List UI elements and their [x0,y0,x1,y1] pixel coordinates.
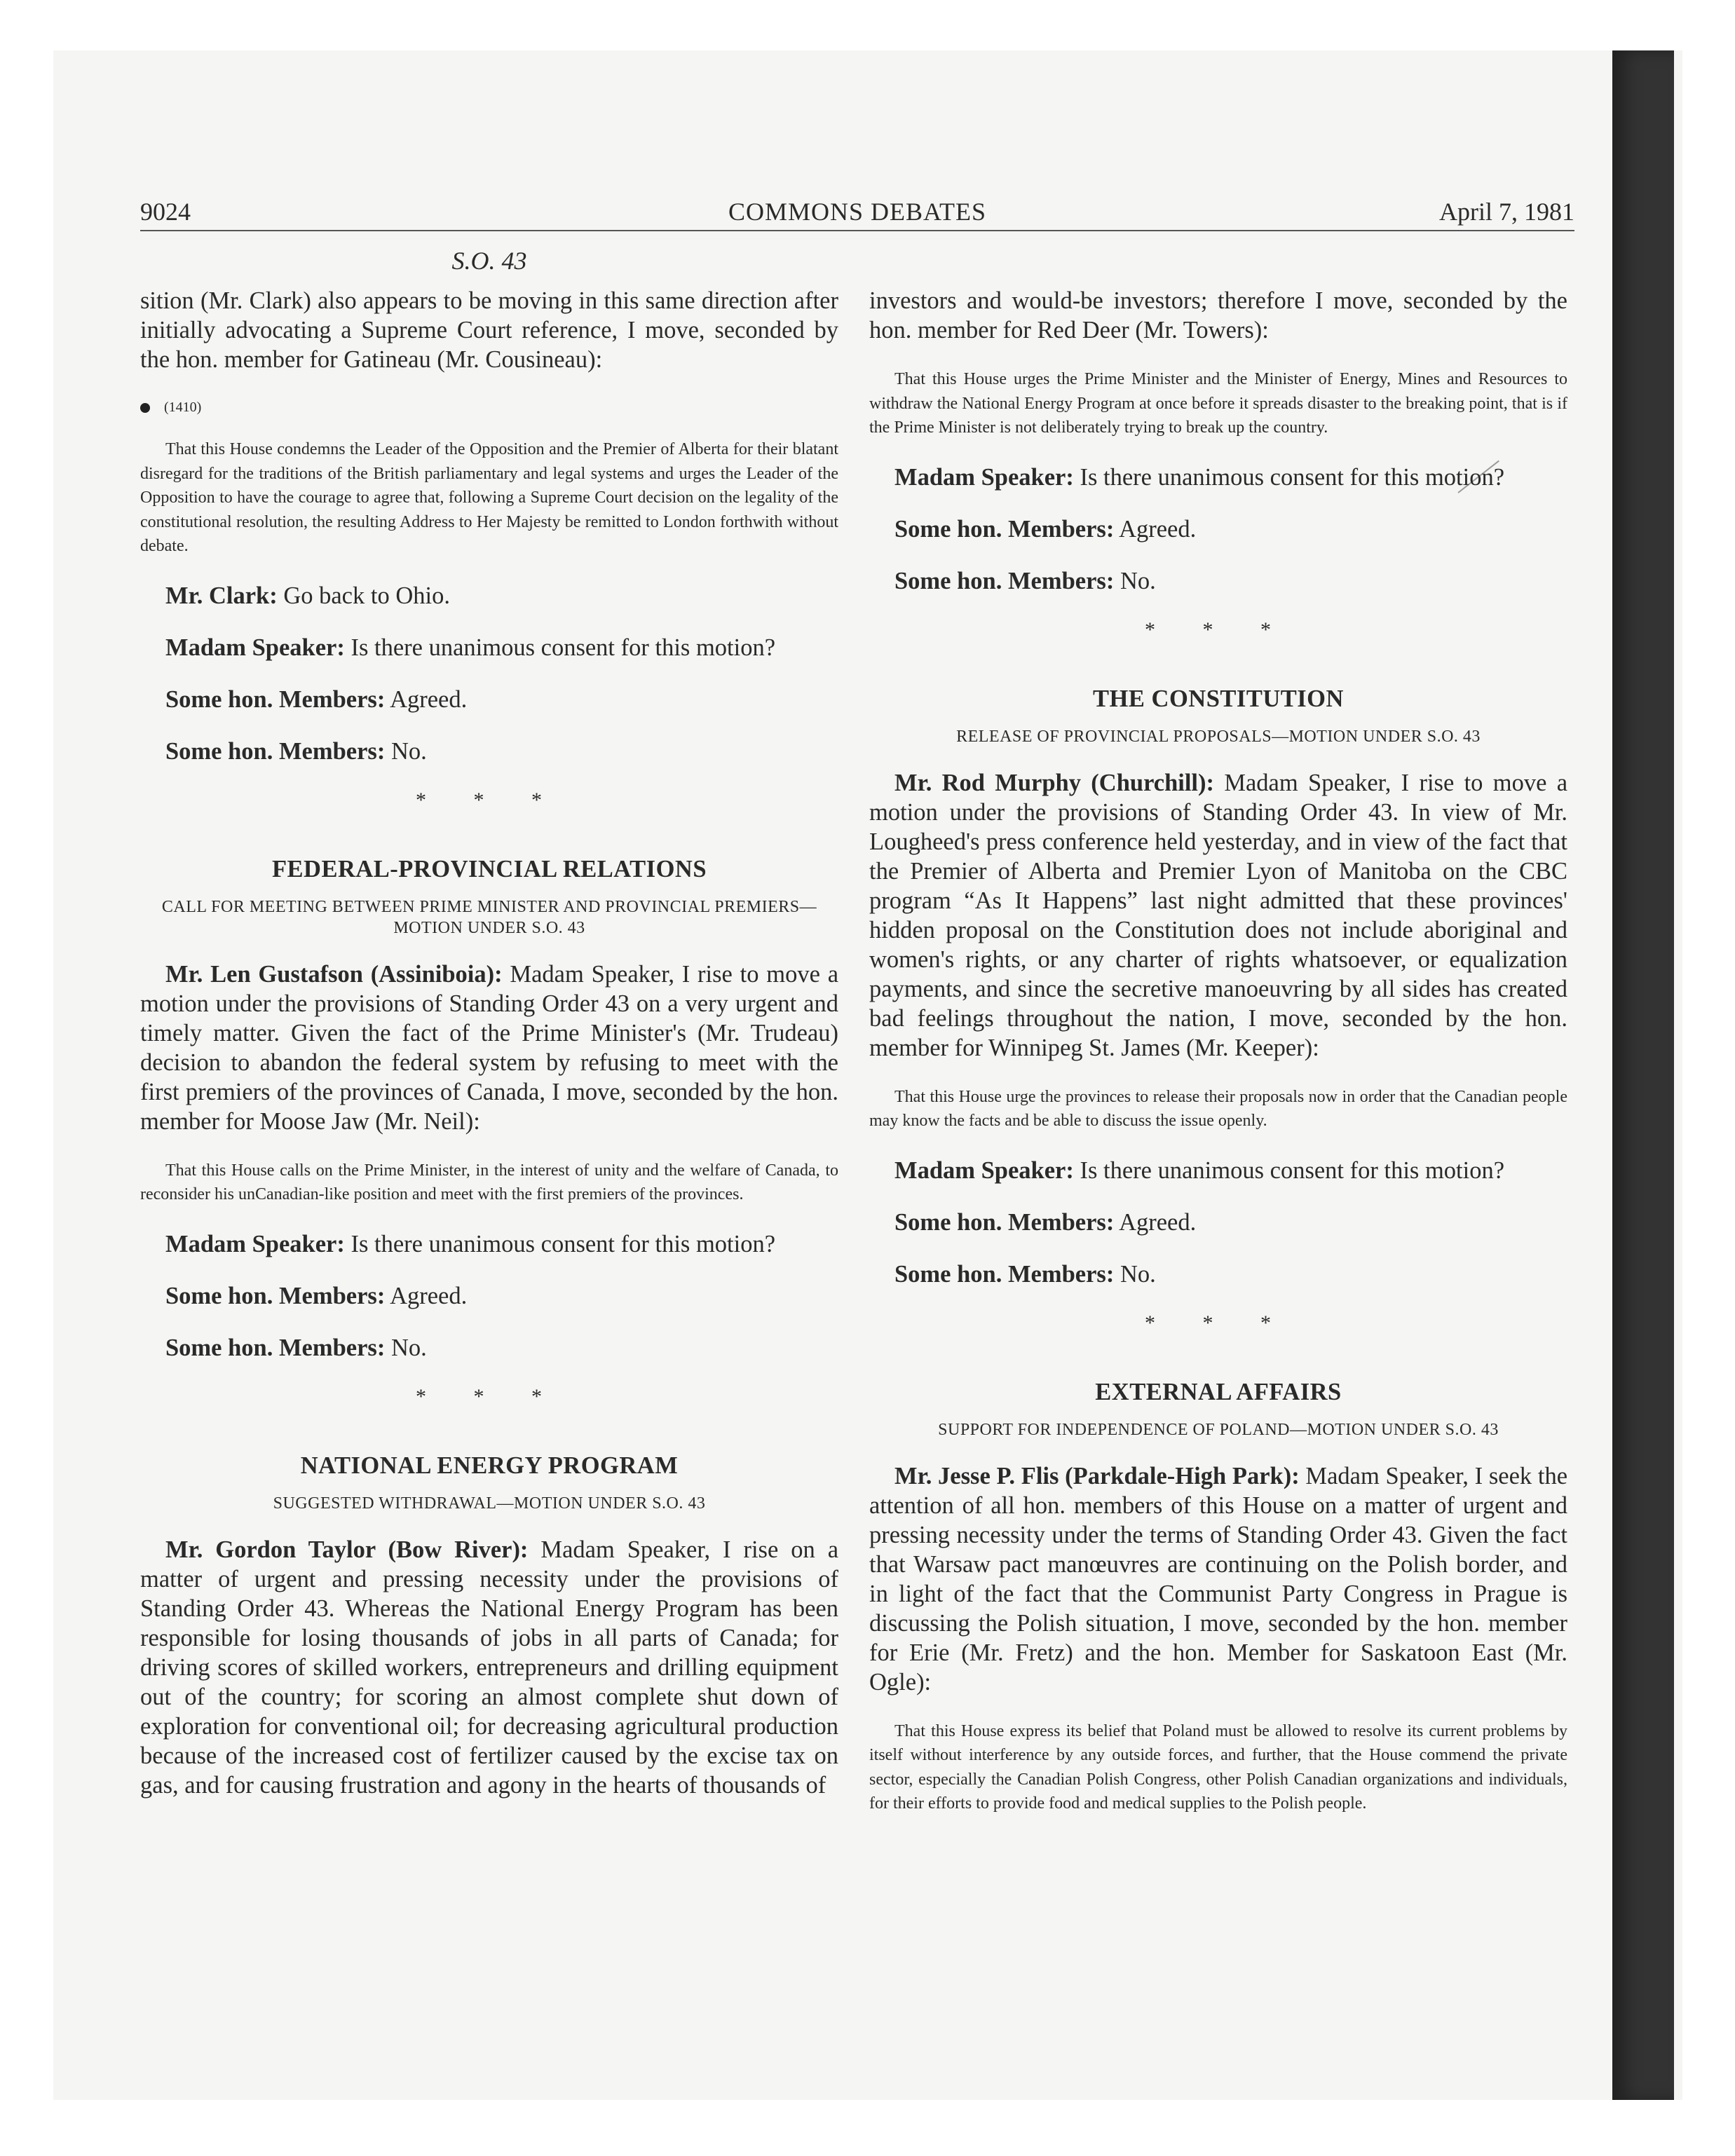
section-separator: * * * [416,1384,563,1408]
paragraph: sition (Mr. Clark) also appears to be moving in this same direction after initially advocating a Supreme Court reference, I move, seconded by the hon. member for Gatineau (Mr. Cousineau): [140,287,838,373]
paragraph [140,1535,838,1800]
paragraph [869,514,1567,544]
speaker-name: Mr. Gordon Taylor (Bow River): [165,1536,529,1563]
speech-text: Is there unanimous consent for this motion? [1080,463,1505,491]
section-separator: * * * [416,788,563,812]
bullet-icon [140,403,150,413]
speaker-name: Some hon. Members: [894,515,1115,543]
speaker-name: Mr. Len Gustafson (Assiniboia): [165,960,503,988]
paragraph [140,1229,838,1259]
speech-text: Madam Speaker, I seek the attention of all hon. members of this House on a matter of urgent and pressing necessity under the terms of Standing Order 43. Given the fact that Warsaw pact manœuvres are continuing on the Polish border, and in light of the fact that the Communist Party Congress in Prague is discussing the Polish situation, I move, seconded by the hon. member for Erie (Mr. Fretz) and the hon. Member for Saskatoon East (Mr. Ogle): [869,1462,1568,1696]
timestamp-text: (1410) [164,400,202,415]
paragraph [140,1333,838,1363]
speech-text: No. [390,737,427,765]
speech-text: No. [1120,1260,1156,1288]
section-subheading: CALL FOR MEETING BETWEEN PRIME MINISTER AND PROVINCIAL PREMIERS—MOTION UNDER S.O. 43 [161,897,817,937]
speaker-name: Some hon. Members: [165,737,386,765]
section-heading: NATIONAL ENERGY PROGRAM [300,1452,679,1479]
timestamp [140,397,838,418]
speech-text: No. [390,1334,427,1361]
paragraph [869,1156,1567,1185]
speaker-name: Mr. Jesse P. Flis (Parkdale-High Park): [894,1462,1300,1489]
paragraph [869,768,1567,1063]
section-separator: * * * [1145,1311,1292,1335]
motion-text: That this House condemns the Leader of the Opposition and the Premier of Alberta for their blatant disregard for the traditions of the British parliamentary and legal systems and urges the Leader of the Opposition to have the courage to agree that, following a Supreme Court decision on the legality of the constitutional resolution, the resulting Address to Her Majesty be remitted to London forthwith without debate. [140,440,838,555]
speech-text: Agreed. [1119,515,1197,543]
speech-text: Go back to Ohio. [283,582,450,609]
speech-text: Agreed. [390,1282,468,1309]
section-subheading: RELEASE OF PROVINCIAL PROPOSALS—MOTION UNDER S.O. 43 [956,727,1481,746]
motion-text: That this House express its belief that Poland must be allowed to resolve its current problems by itself without interference by any outside forces, and further, that the House commend the private sector, especially the Canadian Polish Congress, other Polish Canadian organizations and individuals, for their efforts to provide food and medical supplies to the Polish people. [869,1721,1567,1813]
page-number: 9024 [140,198,191,226]
motion-text: That this House urge the provinces to release their proposals now in order that the Canadian people may know the facts and be able to discuss the issue openly. [869,1087,1567,1130]
motion-text: That this House urges the Prime Minister and the Minister of Energy, Mines and Resources to withdraw the National Energy Program at once before it spreads disaster to the breaking point, that is if the Prime Minister is not deliberately trying to break up the country. [869,370,1567,437]
paragraph [869,463,1567,492]
speech-text: Madam Speaker, I rise to move a motion under the provisions of Standing Order 43 on a very urgent and timely matter. Given the fact of the Prime Minister's (Mr. Trudeau) decision to abandon the federal system by refusing to meet with the first premiers of the provinces of Canada, I move, seconded by the hon. member for Moose Jaw (Mr. Neil): [140,960,839,1135]
section-subheading: SUGGESTED WITHDRAWAL—MOTION UNDER S.O. 43 [273,1494,706,1513]
page-header [140,198,1574,231]
section-separator: * * * [1145,618,1292,641]
scan-binding-edge [1612,50,1674,2100]
speaker-name: Some hon. Members: [165,1334,386,1361]
paragraph [869,1461,1567,1697]
standing-order-tag: S.O. 43 [451,247,527,275]
speech-text: No. [1120,567,1156,594]
speech-text: Is there unanimous consent for this motion? [351,1230,776,1257]
paragraph [140,1281,838,1311]
speech-text: Madam Speaker, I rise to move a motion under the provisions of Standing Order 43. In view of Mr. Lougheed's press conference held yesterday, and in view of the fact that the Premier of Alberta and Premier Lyon of Manitoba on the CBC program “As It Happens” last night admitted that these provinces' hidden proposal on the Constitution does not include aboriginal and women's rights, or any charter of rights whatsoever, or equalization payments, and since the secretive manoeuvring by all sides has created bad feelings throughout the nation, I move, seconded by the hon. member for Winnipeg St. James (Mr. Keeper): [869,769,1568,1061]
speaker-name: Some hon. Members: [894,1208,1115,1236]
motion-text: That this House calls on the Prime Minister, in the interest of unity and the welfare of Canada, to reconsider his unCanadian-like position and meet with the first premiers of the provinces. [140,1161,838,1203]
section-subheading: SUPPORT FOR INDEPENDENCE OF POLAND—MOTION UNDER S.O. 43 [938,1420,1499,1439]
speaker-name: Some hon. Members: [165,1282,386,1309]
paragraph: investors and would-be investors; therefore I move, seconded by the hon. member for Red Deer (Mr. Towers): [869,287,1567,343]
paragraph [869,1208,1567,1237]
page-date: April 7, 1981 [1439,198,1574,226]
section-heading: FEDERAL-PROVINCIAL RELATIONS [271,855,707,882]
paragraph [140,633,838,662]
speaker-name: Some hon. Members: [894,1260,1115,1288]
paragraph [869,566,1567,596]
speaker-name: Mr. Clark: [165,582,278,609]
left-column [140,286,838,1822]
speaker-name: Madam Speaker: [894,1157,1074,1184]
paragraph [140,581,838,610]
paragraph [140,960,838,1136]
paragraph [869,1260,1567,1289]
speaker-name: Madam Speaker: [894,463,1074,491]
paragraph [140,685,838,714]
speaker-name: Some hon. Members: [165,685,386,713]
speaker-name: Madam Speaker: [165,1230,345,1257]
speech-text: Is there unanimous consent for this motion? [1080,1157,1505,1184]
section-heading: EXTERNAL AFFAIRS [1095,1378,1342,1405]
speech-text: Agreed. [390,685,468,713]
right-column [869,286,1567,1838]
speech-text: Madam Speaker, I rise on a matter of urgent and pressing necessity under the provisions of Standing Order 43. Whereas the National Energy Program has been responsible for losing thousands of jobs in all parts of Canada; for driving scores of skilled workers, entrepreneurs and drilling equipment out of the country; for scoring an almost complete shut down of exploration for conventional oil; for decreasing agricultural production because of the increased cost of fertilizer caused by the excise tax on gas, and for causing frustration and agony in the hearts of thousands of [140,1536,839,1799]
speech-text: Is there unanimous consent for this motion? [351,634,776,661]
speech-text: Agreed. [1119,1208,1197,1236]
speaker-name: Madam Speaker: [165,634,345,661]
publication-title: COMMONS DEBATES [728,198,987,226]
speaker-name: Mr. Rod Murphy (Churchill): [894,769,1214,796]
paragraph [140,737,838,766]
speaker-name: Some hon. Members: [894,567,1115,594]
section-heading: THE CONSTITUTION [1093,685,1344,712]
